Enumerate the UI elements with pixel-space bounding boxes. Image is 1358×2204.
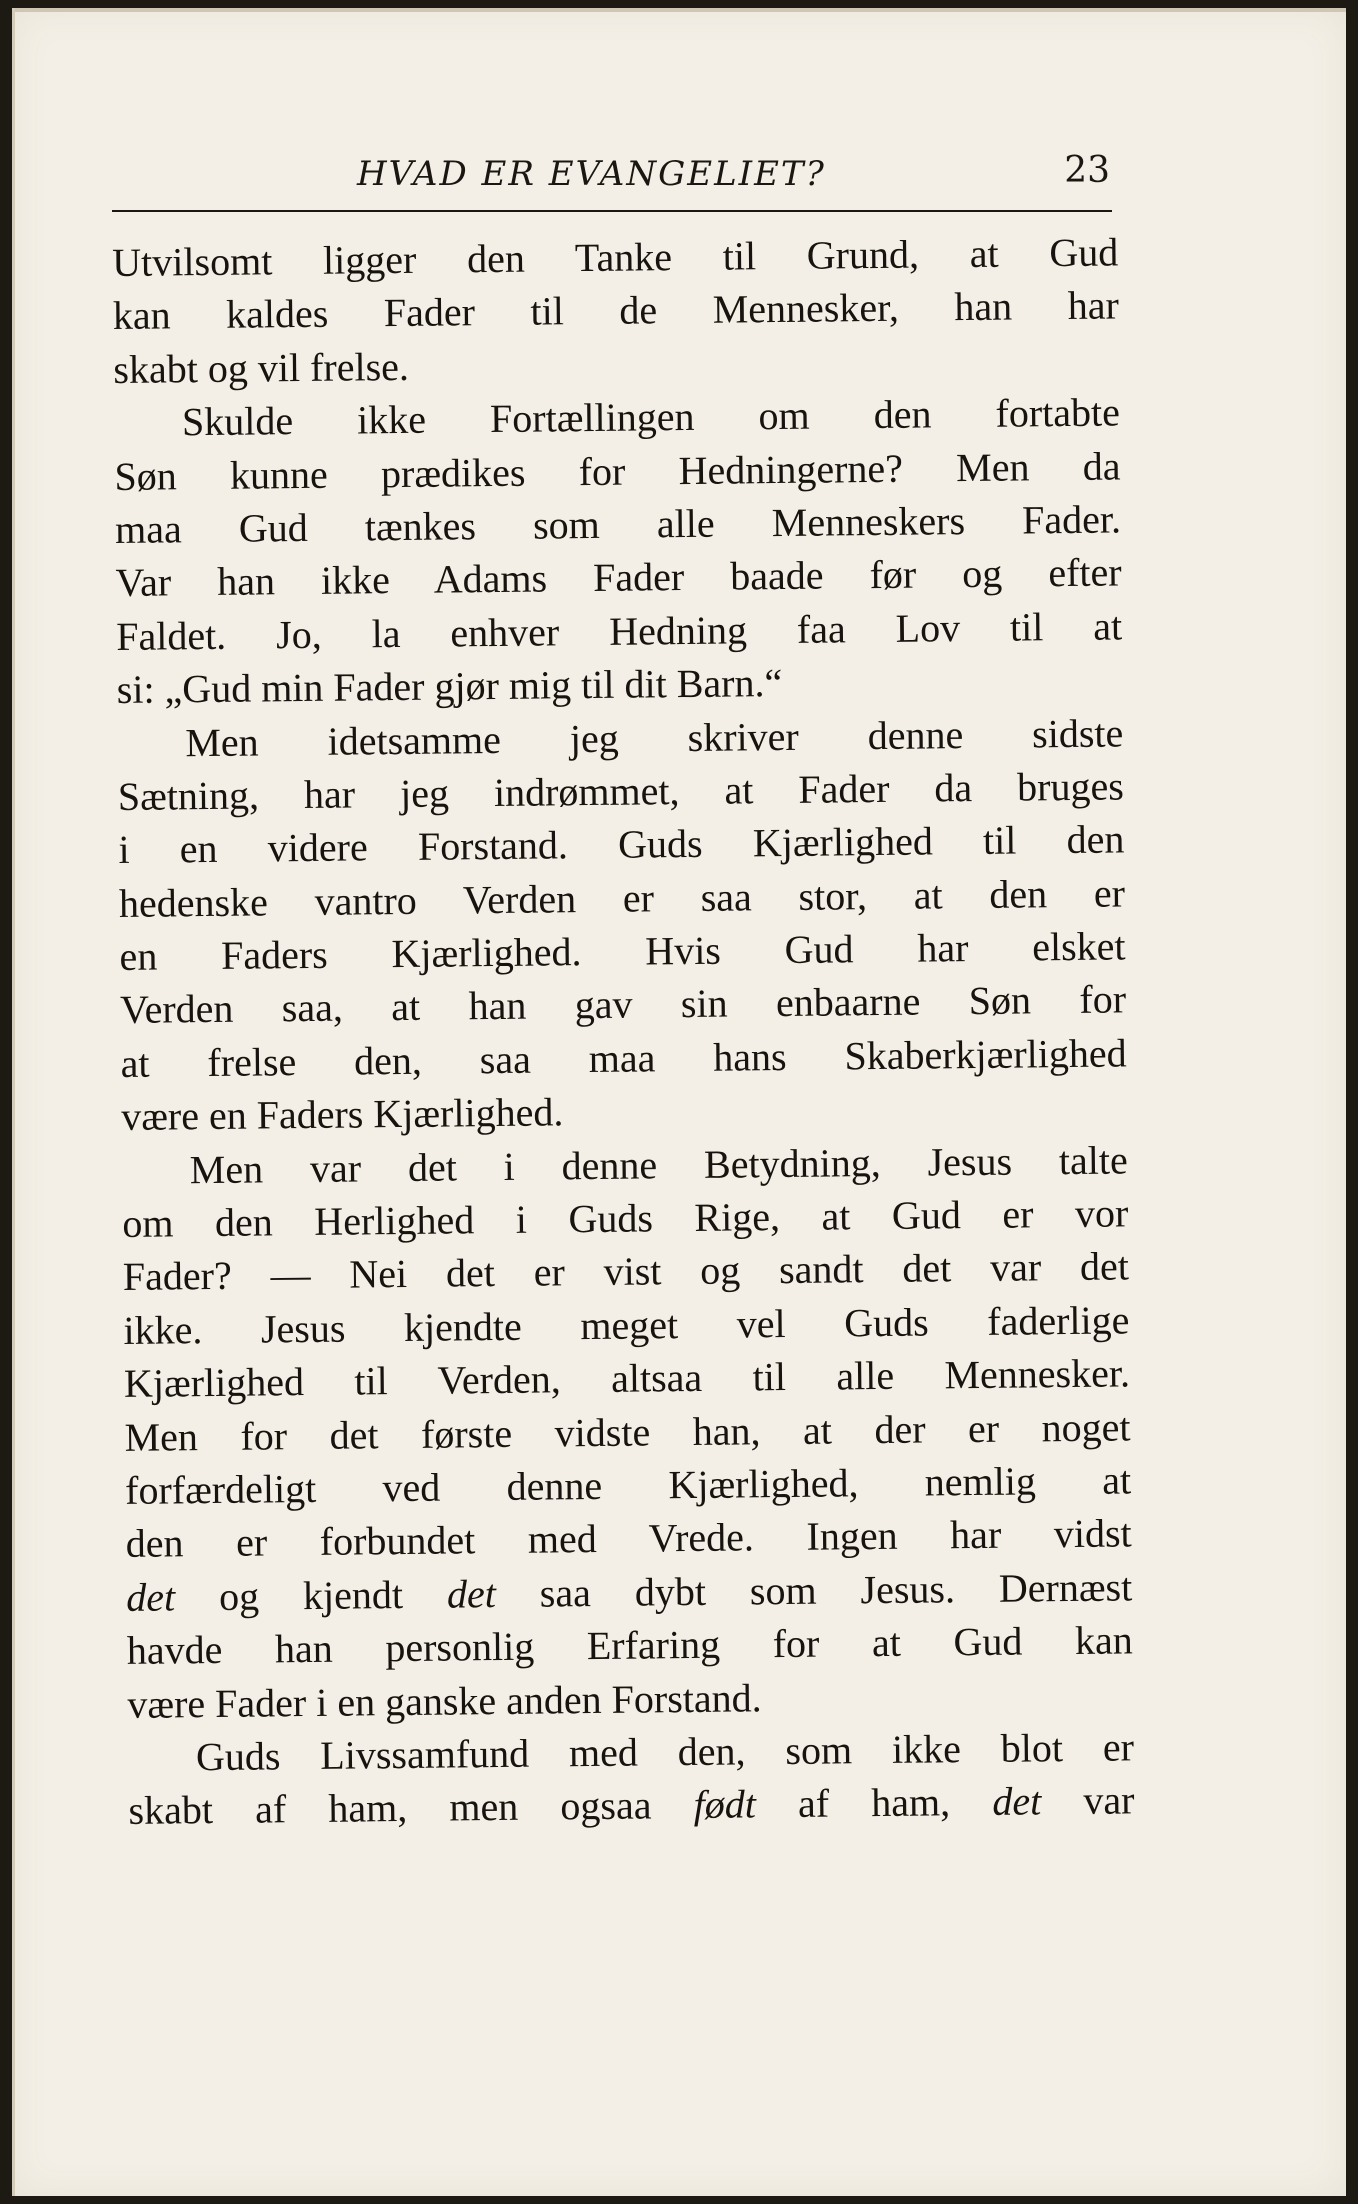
italic-text: det bbox=[446, 1570, 497, 1617]
text-segment: forfærdeligt ved denne Kjærlighed, nemlig at bbox=[124, 1457, 1132, 1513]
page-number: 23 bbox=[1064, 150, 1110, 191]
text-segment: om den Herlighed i Guds Rige, at Gud er vor bbox=[122, 1190, 1129, 1246]
text-segment: og kjendt bbox=[174, 1571, 448, 1620]
text-segment: den er forbundet med Vrede. Ingen har vidst bbox=[125, 1510, 1132, 1567]
text-line bbox=[120, 1026, 1127, 1090]
text-segment: saa dybt som Jesus. Dernæst bbox=[495, 1564, 1133, 1616]
text-line bbox=[114, 386, 1121, 450]
text-line bbox=[128, 1774, 1135, 1838]
text-line bbox=[124, 1347, 1131, 1411]
text-segment: Kjærlighed til Verden, altsaa til alle Mennesker. bbox=[123, 1350, 1131, 1407]
header-rule bbox=[112, 210, 1112, 212]
text-segment: kan kaldes Fader til de Mennesker, han har bbox=[112, 282, 1120, 339]
italic-text: født bbox=[693, 1781, 757, 1828]
text-segment: Skulde ikke Fortællingen om den fortabte bbox=[181, 389, 1121, 445]
text-segment: hedenske vantro Verden er saa stor, at den er bbox=[118, 870, 1126, 926]
text-segment: Faldet. Jo, la enhver Hedning faa Lov til at bbox=[115, 603, 1123, 659]
text-segment: Søn kunne prædikes for Hedningerne? Men da bbox=[114, 443, 1121, 499]
text-segment: i en videre Forstand. Guds Kjærlighed til den bbox=[118, 816, 1125, 873]
text-segment: en Faders Kjærlighed. Hvis Gud har elsket bbox=[119, 923, 1126, 980]
book-page bbox=[12, 8, 1346, 2196]
text-segment: maa Gud tænkes som alle Menneskers Fader. bbox=[114, 496, 1122, 552]
text-segment: Sætning, har jeg indrømmet, at Fader da bruges bbox=[117, 763, 1125, 819]
scan-edge bbox=[12, 8, 15, 2196]
text-segment: at frelse den, saa maa hans Skaberkjærlighed bbox=[120, 1030, 1127, 1086]
text-segment: ikke. Jesus kjendte meget vel Guds faderlige bbox=[123, 1297, 1130, 1353]
text-segment: skabt og vil frelse. bbox=[113, 343, 410, 392]
text-line bbox=[127, 1614, 1134, 1678]
text-segment: være Fader i en ganske anden Forstand. bbox=[127, 1674, 762, 1727]
text-segment: Guds Livssamfund med den, som ikke blot er bbox=[195, 1724, 1135, 1780]
text-segment: Var han ikke Adams Fader baade før og efter bbox=[115, 549, 1122, 606]
text-segment: Men idetsamme jeg skriver denne sidste bbox=[185, 709, 1124, 765]
text-segment: Men var det i denne Betydning, Jesus talte bbox=[189, 1137, 1128, 1192]
text-segment: Men for det første vidste han, at der er noget bbox=[124, 1403, 1131, 1460]
text-line bbox=[116, 599, 1123, 663]
text-segment: havde han personlig Erfaring for at Gud kan bbox=[126, 1617, 1133, 1674]
text-segment: var bbox=[1040, 1777, 1135, 1824]
text-segment: Verden saa, at han gav sin enbaarne Søn for bbox=[119, 976, 1127, 1033]
italic-text: det bbox=[126, 1574, 176, 1620]
text-segment: si: „Gud min Fader gjør mig til dit Barn.“ bbox=[116, 660, 783, 713]
text-segment: skabt af ham, men ogsaa bbox=[128, 1782, 694, 1834]
text-segment: Utvilsomt ligger den Tanke til Grund, at Gud bbox=[112, 229, 1119, 285]
italic-text: det bbox=[992, 1778, 1042, 1825]
page-header bbox=[112, 148, 1112, 210]
text-segment: være en Faders Kjærlighed. bbox=[120, 1089, 564, 1140]
running-title: HVAD ER EVANGELIET? bbox=[357, 154, 826, 194]
body-text bbox=[112, 225, 1135, 1837]
scan-edge bbox=[12, 8, 1346, 12]
text-segment: Fader? — Nei det er vist og sandt det var det bbox=[122, 1243, 1130, 1300]
text-segment: af ham, bbox=[755, 1779, 993, 1827]
text-line bbox=[113, 279, 1120, 343]
